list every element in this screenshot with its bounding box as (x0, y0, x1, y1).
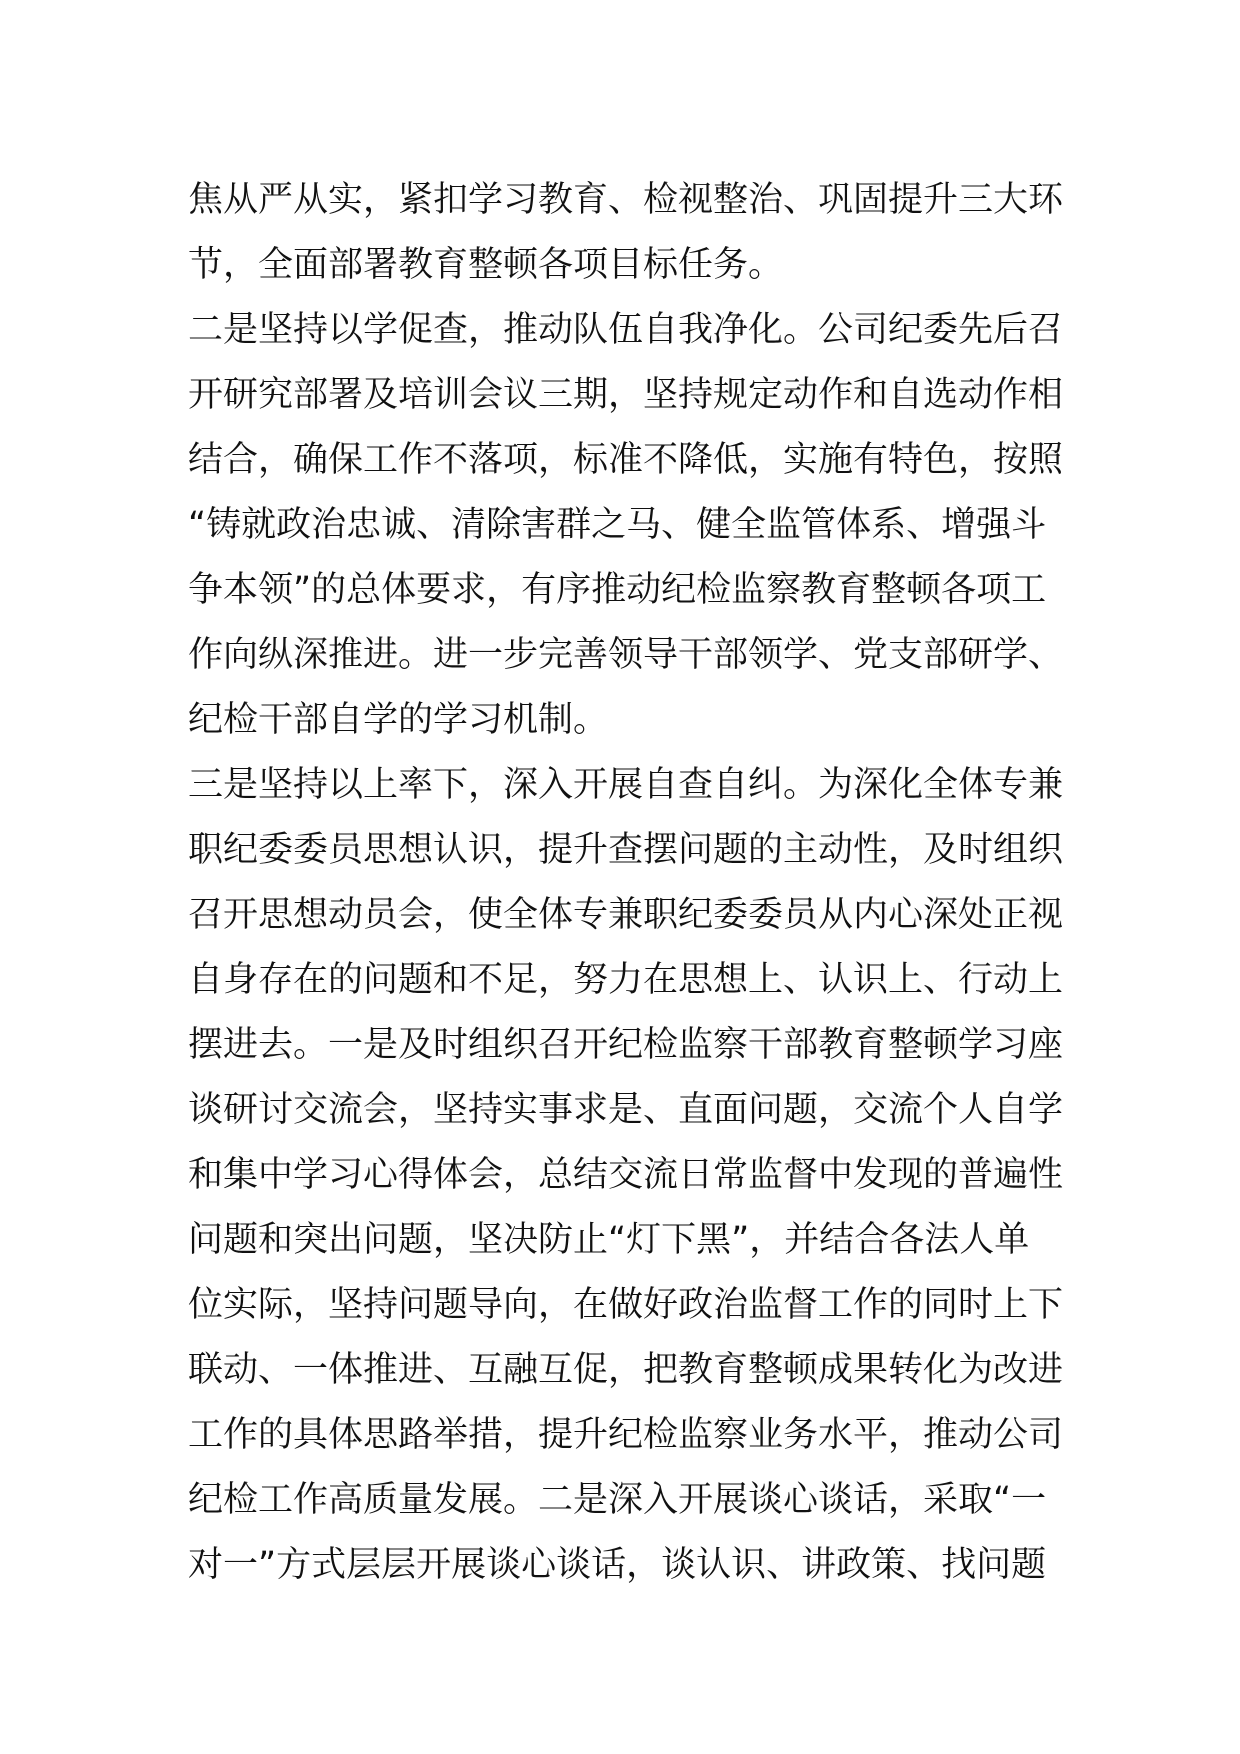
text-line: 二是坚持以学促查，推动队伍自我净化。公司纪委先后召 (188, 310, 1064, 350)
text-line: 纪检干部自学的学习机制。 (188, 700, 609, 740)
text-line: 职纪委委员思想认识，提升查摆问题的主动性，及时组织 (188, 830, 1064, 870)
text-line: 自身存在的问题和不足，努力在思想上、认识上、行动上 (188, 960, 1064, 1000)
text-line: 工作的具体思路举措，提升纪检监察业务水平，推动公司 (188, 1415, 1064, 1455)
text-line: 纪检工作高质量发展。二是深入开展谈心谈话，采取“一 (188, 1480, 1047, 1520)
document-body (188, 168, 1064, 1598)
text-line: 摆进去。一是及时组织召开纪检监察干部教育整顿学习座 (188, 1025, 1064, 1065)
text-line: 问题和突出问题，坚决防止“灯下黑”，并结合各法人单 (188, 1220, 1030, 1260)
text-line: 争本领”的总体要求，有序推动纪检监察教育整顿各项工 (188, 570, 1047, 610)
text-line: 开研究部署及培训会议三期，坚持规定动作和自选动作相 (188, 375, 1064, 415)
text-line: 三是坚持以上率下，深入开展自查自纠。为深化全体专兼 (188, 765, 1064, 805)
text-line: 作向纵深推进。进一步完善领导干部领学、党支部研学、 (188, 635, 1064, 675)
text-line: 节，全面部署教育整顿各项目标任务。 (188, 245, 784, 285)
text-line: 联动、一体推进、互融互促，把教育整顿成果转化为改进 (188, 1350, 1064, 1390)
text-line: 和集中学习心得体会，总结交流日常监督中发现的普遍性 (188, 1155, 1064, 1195)
text-line: 结合，确保工作不落项，标准不降低，实施有特色，按照 (188, 440, 1064, 480)
text-line: 位实际，坚持问题导向，在做好政治监督工作的同时上下 (188, 1285, 1064, 1325)
text-line: 召开思想动员会，使全体专兼职纪委委员从内心深处正视 (188, 895, 1064, 935)
text-line: 对一”方式层层开展谈心谈话，谈认识、讲政策、找问题 (188, 1545, 1047, 1585)
text-line: 谈研讨交流会，坚持实事求是、直面问题，交流个人自学 (188, 1090, 1064, 1130)
text-line: 焦从严从实，紧扣学习教育、检视整治、巩固提升三大环 (188, 180, 1064, 220)
text-line: “铸就政治忠诚、清除害群之马、健全监管体系、增强斗 (188, 505, 1047, 545)
